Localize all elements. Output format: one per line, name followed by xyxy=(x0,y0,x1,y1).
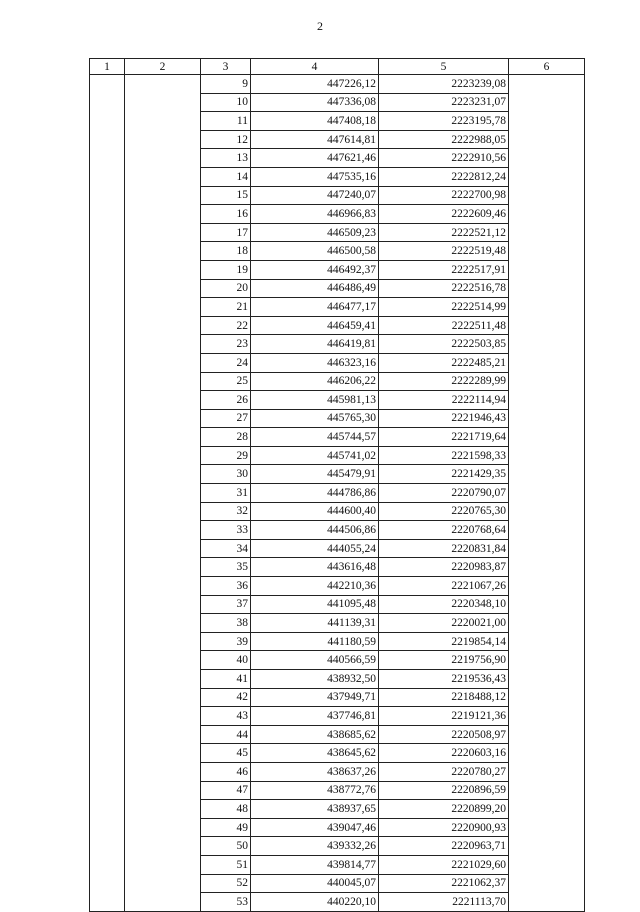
y-coordinate-cell: 2222511,48 xyxy=(379,316,509,335)
column-header-3: 3 xyxy=(201,59,251,75)
point-number-cell: 51 xyxy=(201,855,251,874)
y-coordinate-cell: 2220963,71 xyxy=(379,837,509,856)
y-coordinate-cell: 2222517,91 xyxy=(379,260,509,279)
y-coordinate-cell: 2222485,21 xyxy=(379,353,509,372)
x-coordinate-cell: 446477,17 xyxy=(251,298,379,317)
point-number-cell: 30 xyxy=(201,465,251,484)
y-coordinate-cell: 2223231,07 xyxy=(379,93,509,112)
point-number-cell: 28 xyxy=(201,428,251,447)
point-number-cell: 35 xyxy=(201,558,251,577)
point-number-cell: 17 xyxy=(201,223,251,242)
y-coordinate-cell: 2218488,12 xyxy=(379,688,509,707)
x-coordinate-cell: 438772,76 xyxy=(251,781,379,800)
x-coordinate-cell: 446486,49 xyxy=(251,279,379,298)
point-number-cell: 23 xyxy=(201,335,251,354)
x-coordinate-cell: 444506,86 xyxy=(251,521,379,540)
point-number-cell: 52 xyxy=(201,874,251,893)
x-coordinate-cell: 445744,57 xyxy=(251,428,379,447)
y-coordinate-cell: 2221946,43 xyxy=(379,409,509,428)
x-coordinate-cell: 447535,16 xyxy=(251,167,379,186)
point-number-cell: 53 xyxy=(201,893,251,912)
x-coordinate-cell: 440220,10 xyxy=(251,893,379,912)
x-coordinate-cell: 438937,65 xyxy=(251,800,379,819)
x-coordinate-cell: 446492,37 xyxy=(251,260,379,279)
x-coordinate-cell: 447226,12 xyxy=(251,75,379,94)
x-coordinate-cell: 444055,24 xyxy=(251,539,379,558)
y-coordinate-cell: 2222114,94 xyxy=(379,391,509,410)
point-number-cell: 9 xyxy=(201,75,251,94)
y-coordinate-cell: 2220508,97 xyxy=(379,725,509,744)
y-coordinate-cell: 2221429,35 xyxy=(379,465,509,484)
x-coordinate-cell: 446500,58 xyxy=(251,242,379,261)
x-coordinate-cell: 441095,48 xyxy=(251,595,379,614)
point-number-cell: 41 xyxy=(201,670,251,689)
x-coordinate-cell: 441139,31 xyxy=(251,614,379,633)
x-coordinate-cell: 438685,62 xyxy=(251,725,379,744)
y-coordinate-cell: 2221029,60 xyxy=(379,855,509,874)
y-coordinate-cell: 2220790,07 xyxy=(379,484,509,503)
y-coordinate-cell: 2222988,05 xyxy=(379,130,509,149)
point-number-cell: 21 xyxy=(201,298,251,317)
y-coordinate-cell: 2220780,27 xyxy=(379,762,509,781)
x-coordinate-cell: 446966,83 xyxy=(251,205,379,224)
point-number-cell: 50 xyxy=(201,837,251,856)
point-number-cell: 34 xyxy=(201,539,251,558)
point-number-cell: 39 xyxy=(201,632,251,651)
y-coordinate-cell: 2222700,98 xyxy=(379,186,509,205)
y-coordinate-cell: 2220900,93 xyxy=(379,818,509,837)
point-number-cell: 14 xyxy=(201,167,251,186)
point-number-cell: 45 xyxy=(201,744,251,763)
point-number-cell: 24 xyxy=(201,353,251,372)
x-coordinate-cell: 439332,26 xyxy=(251,837,379,856)
x-coordinate-cell: 445981,13 xyxy=(251,391,379,410)
column-6-cell xyxy=(509,75,585,912)
x-coordinate-cell: 444786,86 xyxy=(251,484,379,503)
x-coordinate-cell: 437746,81 xyxy=(251,707,379,726)
x-coordinate-cell: 447336,08 xyxy=(251,93,379,112)
y-coordinate-cell: 2222521,12 xyxy=(379,223,509,242)
column-header-5: 5 xyxy=(379,59,509,75)
point-number-cell: 27 xyxy=(201,409,251,428)
point-number-cell: 20 xyxy=(201,279,251,298)
point-number-cell: 36 xyxy=(201,577,251,596)
x-coordinate-cell: 445741,02 xyxy=(251,446,379,465)
point-number-cell: 42 xyxy=(201,688,251,707)
point-number-cell: 32 xyxy=(201,502,251,521)
column-2-cell xyxy=(125,75,201,912)
y-coordinate-cell: 2220021,00 xyxy=(379,614,509,633)
y-coordinate-cell: 2222516,78 xyxy=(379,279,509,298)
x-coordinate-cell: 445479,91 xyxy=(251,465,379,484)
x-coordinate-cell: 445765,30 xyxy=(251,409,379,428)
table-row xyxy=(90,75,585,94)
x-coordinate-cell: 438645,62 xyxy=(251,744,379,763)
y-coordinate-cell: 2221113,70 xyxy=(379,893,509,912)
y-coordinate-cell: 2219756,90 xyxy=(379,651,509,670)
y-coordinate-cell: 2220983,87 xyxy=(379,558,509,577)
x-coordinate-cell: 444600,40 xyxy=(251,502,379,521)
point-number-cell: 37 xyxy=(201,595,251,614)
x-coordinate-cell: 447614,81 xyxy=(251,130,379,149)
coordinates-table xyxy=(89,58,585,912)
x-coordinate-cell: 438932,50 xyxy=(251,670,379,689)
point-number-cell: 46 xyxy=(201,762,251,781)
point-number-cell: 18 xyxy=(201,242,251,261)
x-coordinate-cell: 440045,07 xyxy=(251,874,379,893)
x-coordinate-cell: 439814,77 xyxy=(251,855,379,874)
y-coordinate-cell: 2222503,85 xyxy=(379,335,509,354)
point-number-cell: 11 xyxy=(201,112,251,131)
y-coordinate-cell: 2220765,30 xyxy=(379,502,509,521)
column-header-2: 2 xyxy=(125,59,201,75)
x-coordinate-cell: 446419,81 xyxy=(251,335,379,354)
x-coordinate-cell: 447621,46 xyxy=(251,149,379,168)
column-header-1: 1 xyxy=(90,59,125,75)
y-coordinate-cell: 2221598,33 xyxy=(379,446,509,465)
x-coordinate-cell: 447408,18 xyxy=(251,112,379,131)
point-number-cell: 33 xyxy=(201,521,251,540)
y-coordinate-cell: 2219536,43 xyxy=(379,670,509,689)
point-number-cell: 49 xyxy=(201,818,251,837)
y-coordinate-cell: 2221719,64 xyxy=(379,428,509,447)
y-coordinate-cell: 2222812,24 xyxy=(379,167,509,186)
y-coordinate-cell: 2220768,64 xyxy=(379,521,509,540)
point-number-cell: 12 xyxy=(201,130,251,149)
x-coordinate-cell: 446459,41 xyxy=(251,316,379,335)
x-coordinate-cell: 446509,23 xyxy=(251,223,379,242)
y-coordinate-cell: 2219121,36 xyxy=(379,707,509,726)
x-coordinate-cell: 441180,59 xyxy=(251,632,379,651)
y-coordinate-cell: 2222609,46 xyxy=(379,205,509,224)
x-coordinate-cell: 442210,36 xyxy=(251,577,379,596)
point-number-cell: 38 xyxy=(201,614,251,633)
point-number-cell: 48 xyxy=(201,800,251,819)
y-coordinate-cell: 2222910,56 xyxy=(379,149,509,168)
x-coordinate-cell: 437949,71 xyxy=(251,688,379,707)
y-coordinate-cell: 2221062,37 xyxy=(379,874,509,893)
y-coordinate-cell: 2222519,48 xyxy=(379,242,509,261)
point-number-cell: 10 xyxy=(201,93,251,112)
point-number-cell: 19 xyxy=(201,260,251,279)
point-number-cell: 26 xyxy=(201,391,251,410)
point-number-cell: 22 xyxy=(201,316,251,335)
x-coordinate-cell: 439047,46 xyxy=(251,818,379,837)
point-number-cell: 40 xyxy=(201,651,251,670)
point-number-cell: 15 xyxy=(201,186,251,205)
point-number-cell: 47 xyxy=(201,781,251,800)
column-header-6: 6 xyxy=(509,59,585,75)
y-coordinate-cell: 2221067,26 xyxy=(379,577,509,596)
y-coordinate-cell: 2222514,99 xyxy=(379,298,509,317)
y-coordinate-cell: 2222289,99 xyxy=(379,372,509,391)
y-coordinate-cell: 2219854,14 xyxy=(379,632,509,651)
y-coordinate-cell: 2220831,84 xyxy=(379,539,509,558)
page-number: 2 xyxy=(317,19,323,33)
point-number-cell: 31 xyxy=(201,484,251,503)
y-coordinate-cell: 2220896,59 xyxy=(379,781,509,800)
x-coordinate-cell: 446323,16 xyxy=(251,353,379,372)
point-number-cell: 25 xyxy=(201,372,251,391)
x-coordinate-cell: 438637,26 xyxy=(251,762,379,781)
y-coordinate-cell: 2220899,20 xyxy=(379,800,509,819)
point-number-cell: 29 xyxy=(201,446,251,465)
point-number-cell: 16 xyxy=(201,205,251,224)
x-coordinate-cell: 447240,07 xyxy=(251,186,379,205)
x-coordinate-cell: 446206,22 xyxy=(251,372,379,391)
table-body xyxy=(90,75,585,912)
y-coordinate-cell: 2223239,08 xyxy=(379,75,509,94)
column-1-cell xyxy=(90,75,125,912)
header-row xyxy=(90,59,585,75)
x-coordinate-cell: 440566,59 xyxy=(251,651,379,670)
point-number-cell: 13 xyxy=(201,149,251,168)
point-number-cell: 43 xyxy=(201,707,251,726)
point-number-cell: 44 xyxy=(201,725,251,744)
x-coordinate-cell: 443616,48 xyxy=(251,558,379,577)
y-coordinate-cell: 2220348,10 xyxy=(379,595,509,614)
y-coordinate-cell: 2220603,16 xyxy=(379,744,509,763)
column-header-4: 4 xyxy=(251,59,379,75)
y-coordinate-cell: 2223195,78 xyxy=(379,112,509,131)
